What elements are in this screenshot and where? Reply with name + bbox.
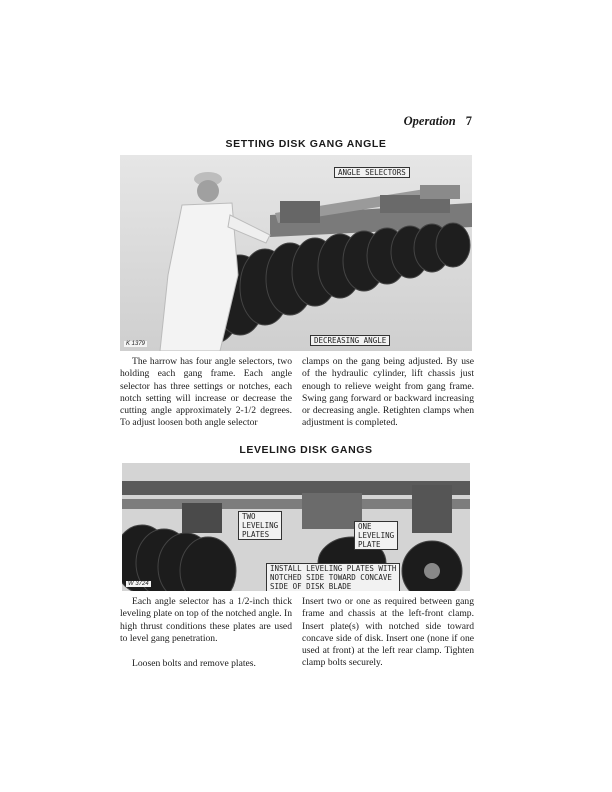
- callout-angle-selectors: ANGLE SELECTORS: [334, 167, 410, 178]
- paragraph-clamps: clamps on the gang being adjusted. By use of the hydraulic cylinder, lift chassis just enough to relieve weight from gang frame. Swing gang forward or backward increasing or decreasing angle. Retighten clamps when adjustment is completed.: [302, 356, 474, 429]
- callout-decreasing-angle: DECREASING ANGLE: [310, 335, 390, 346]
- figure-number-2: W 3724: [128, 581, 149, 587]
- figure-number-1: K 1379: [126, 341, 146, 347]
- section-title-disk-gang-angle: SETTING DISK GANG ANGLE: [225, 138, 387, 150]
- text-column-right-2: [302, 596, 474, 670]
- text-column-right-1: [302, 356, 474, 430]
- paragraph-loosen-bolts: Loosen bolts and remove plates.: [132, 658, 256, 670]
- section-title-leveling-disk-gangs: LEVELING DISK GANGS: [239, 444, 373, 456]
- harrow-operator-illustration: [120, 155, 472, 351]
- paragraph-leveling-plate: Each angle selector has a 1/2-inch thick leveling plate on top of the notched angle. In high thrust conditions these plates are used to level gang penetration.: [120, 596, 292, 644]
- callout-two-leveling-plates: TWO LEVELING PLATES: [238, 511, 282, 540]
- running-head-section: Operation: [403, 114, 456, 128]
- photo-setting-disk-gang-angle: [120, 155, 472, 351]
- running-head: [404, 114, 472, 129]
- callout-install-leveling-plates: INSTALL LEVELING PLATES WITH NOTCHED SIDE TOWARD CONCAVE SIDE OF DISK BLADE: [266, 563, 400, 591]
- text-column-left-1: [120, 356, 292, 430]
- callout-one-leveling-plate: ONE LEVELING PLATE: [354, 521, 398, 550]
- text-column-left-2: [120, 596, 292, 670]
- paragraph-angle-selectors: The harrow has four angle selectors, two holding each gang frame. Each angle selector has three settings or notches, each notch setting will increase or decrease the cutting angle approximately 2-1/2 degrees. To adjust loosen both angle selector: [120, 356, 292, 429]
- photo-leveling-disk-gangs: [122, 463, 470, 591]
- page-number: 7: [465, 114, 472, 128]
- paragraph-insert-plates: Insert two or one as required between gang frame and chassis at the left-front clamp. Insert plate(s) with notched side toward concave side of disk. Insert one (none if one used at front) at the left rear clamp. Tighten clamp bolts securely.: [302, 596, 474, 669]
